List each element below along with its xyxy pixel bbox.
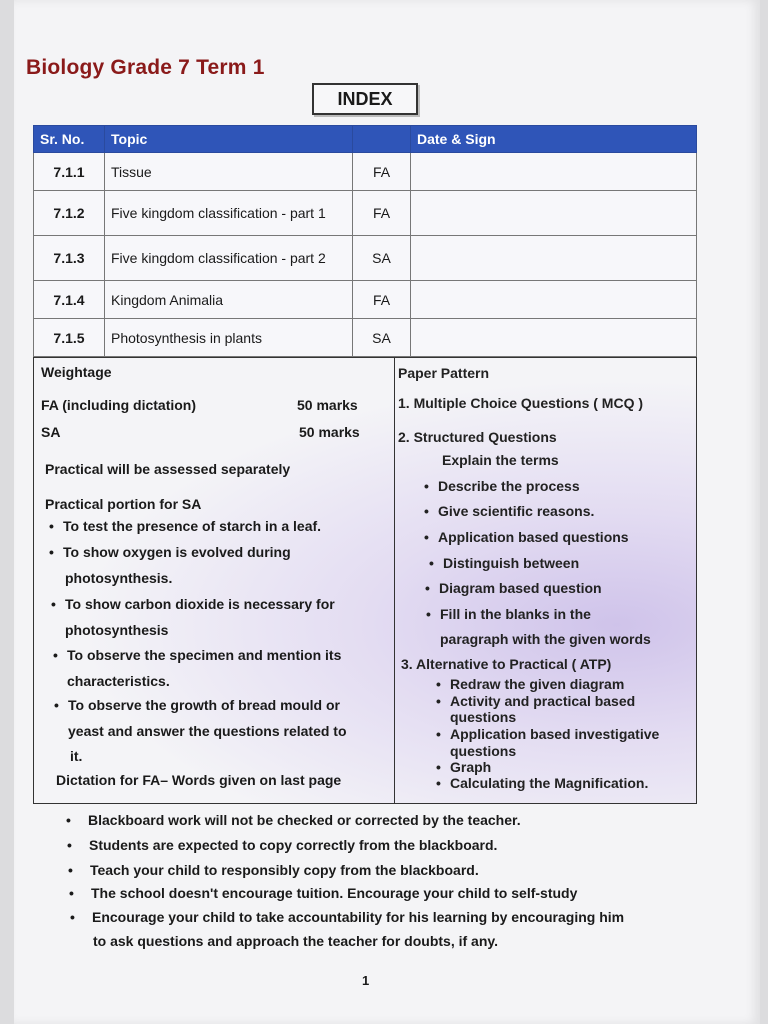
practical-item-cont: it. (70, 748, 83, 764)
note-item: • Teach your child to responsibly copy from the blackboard. (90, 862, 479, 878)
practical-item-cont: yeast and answer the questions related to (68, 723, 347, 739)
pattern-sub-item: • Describe the process (438, 478, 580, 494)
practical-item: • To observe the growth of bread mould or (68, 697, 340, 713)
pattern-item-2: 2. Structured Questions (398, 429, 557, 445)
row-sr-no: 7.1.4 (34, 281, 105, 319)
row-topic: Five kingdom classification - part 2 (105, 236, 353, 281)
column-divider (394, 358, 395, 803)
pattern-sub-item: • Activity and practical based (450, 693, 635, 709)
row-sr-no: 7.1.5 (34, 319, 105, 357)
row-sr-no: 7.1.3 (34, 236, 105, 281)
pattern-sub-item: Explain the terms (442, 452, 559, 468)
row-type: FA (353, 153, 411, 191)
row-date-sign (411, 153, 697, 191)
pattern-sub-item-cont: paragraph with the given words (440, 631, 651, 647)
assessment-box (33, 357, 697, 804)
practical-heading: Practical portion for SA (45, 496, 202, 512)
row-type: FA (353, 191, 411, 236)
sa-marks: 50 marks (299, 424, 360, 440)
row-type: SA (353, 319, 411, 357)
pattern-sub-item: • Distinguish between (443, 555, 579, 571)
row-topic: Photosynthesis in plants (105, 319, 353, 357)
table-header-row (34, 126, 697, 153)
row-type: FA (353, 281, 411, 319)
index-label: INDEX (312, 83, 418, 115)
table-row (34, 153, 697, 191)
pattern-sub-item-cont: questions (450, 709, 517, 725)
table-row (34, 236, 697, 281)
practical-item-cont: characteristics. (67, 673, 170, 689)
header-topic: Topic (105, 126, 353, 153)
pattern-sub-item-cont: questions (450, 743, 517, 759)
practical-item: • To show carbon dioxide is necessary for (65, 596, 335, 612)
row-date-sign (411, 281, 697, 319)
header-date-sign: Date & Sign (411, 126, 697, 153)
note-item: • Students are expected to copy correctly from the blackboard. (89, 837, 497, 853)
table-row (34, 319, 697, 357)
practical-item-cont: photosynthesis (65, 622, 169, 638)
pattern-sub-item: • Diagram based question (439, 580, 602, 596)
row-topic: Kingdom Animalia (105, 281, 353, 319)
practical-item: • To show oxygen is evolved during (63, 544, 291, 560)
note-item: • The school doesn't encourage tuition. Encourage your child to self-study (91, 885, 577, 901)
page-number: 1 (362, 973, 370, 988)
pattern-sub-item: • Application based questions (438, 529, 629, 545)
row-date-sign (411, 319, 697, 357)
paper-pattern-heading: Paper Pattern (398, 365, 490, 381)
pattern-sub-item: • Redraw the given diagram (450, 676, 624, 692)
row-topic: Tissue (105, 153, 353, 191)
pattern-sub-item: • Graph (450, 759, 491, 775)
pattern-sub-item: • Calculating the Magnification. (450, 775, 648, 791)
note-item-cont: to ask questions and approach the teacher for doubts, if any. (93, 933, 499, 949)
index-table (33, 125, 697, 357)
pattern-sub-item: • Give scientific reasons. (438, 503, 594, 519)
fa-marks: 50 marks (297, 397, 358, 413)
row-type: SA (353, 236, 411, 281)
dictation-note: Dictation for FA– Words given on last page (56, 772, 342, 788)
pattern-sub-item: • Application based investigative (450, 726, 659, 742)
note-item: • Blackboard work will not be checked or corrected by the teacher. (88, 812, 521, 828)
pattern-item-3: 3. Alternative to Practical ( ATP) (401, 656, 612, 672)
sa-label: SA (41, 424, 61, 440)
table-row (34, 281, 697, 319)
header-type (353, 126, 411, 153)
fa-label: FA (including dictation) (41, 397, 197, 413)
row-sr-no: 7.1.2 (34, 191, 105, 236)
practical-item: • To test the presence of starch in a leaf. (63, 518, 321, 534)
weightage-heading: Weightage (41, 364, 112, 380)
row-date-sign (411, 191, 697, 236)
row-sr-no: 7.1.1 (34, 153, 105, 191)
practical-note: Practical will be assessed separately (45, 461, 291, 477)
document-title: Biology Grade 7 Term 1 (26, 56, 265, 79)
pattern-item-1: 1. Multiple Choice Questions ( MCQ ) (398, 395, 644, 411)
pattern-sub-item: • Fill in the blanks in the (440, 606, 591, 622)
note-item: • Encourage your child to take accountability for his learning by encouraging him (92, 909, 624, 925)
practical-item-cont: photosynthesis. (65, 570, 173, 586)
practical-item: • To observe the specimen and mention its (67, 647, 341, 663)
header-sr-no: Sr. No. (34, 126, 105, 153)
table-row (34, 191, 697, 236)
row-topic: Five kingdom classification - part 1 (105, 191, 353, 236)
row-date-sign (411, 236, 697, 281)
